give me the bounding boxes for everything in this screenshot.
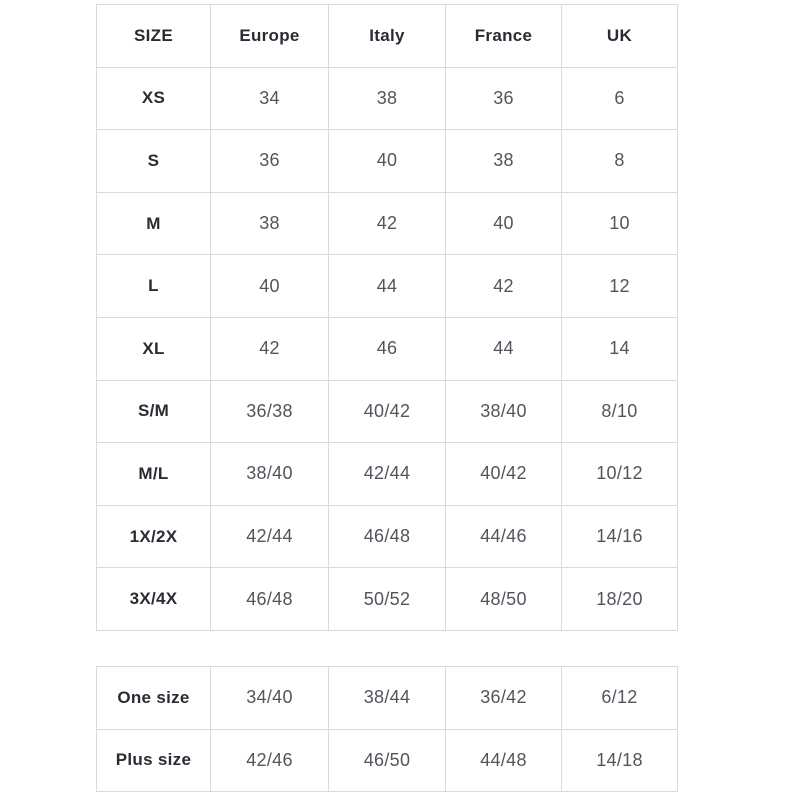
size-value-cell: 48/50	[446, 568, 562, 631]
size-value-cell: 50/52	[329, 568, 446, 631]
special-sizes-table	[96, 666, 678, 792]
size-value-cell: 42/46	[211, 729, 329, 792]
table-row	[97, 729, 678, 792]
size-value-cell: 40/42	[329, 380, 446, 443]
size-value-cell: 42/44	[329, 443, 446, 506]
size-value-cell: 10	[562, 192, 678, 255]
table-row	[97, 130, 678, 193]
row-label: Plus size	[97, 729, 211, 792]
size-value-cell: 14	[562, 317, 678, 380]
size-value-cell: 14/16	[562, 505, 678, 568]
row-label: S	[97, 130, 211, 193]
row-label: 3X/4X	[97, 568, 211, 631]
table-row	[97, 666, 678, 729]
table-row	[97, 505, 678, 568]
size-value-cell: 36/38	[211, 380, 329, 443]
column-header-france: France	[446, 5, 562, 68]
row-label: XS	[97, 67, 211, 130]
row-label: 1X/2X	[97, 505, 211, 568]
size-value-cell: 42/44	[211, 505, 329, 568]
header-row	[97, 5, 678, 68]
table-row	[97, 380, 678, 443]
size-value-cell: 36/42	[446, 666, 562, 729]
column-header-uk: UK	[562, 5, 678, 68]
size-value-cell: 44/46	[446, 505, 562, 568]
size-value-cell: 44	[329, 255, 446, 318]
size-value-cell: 44	[446, 317, 562, 380]
size-value-cell: 44/48	[446, 729, 562, 792]
size-value-cell: 38	[329, 67, 446, 130]
size-value-cell: 8	[562, 130, 678, 193]
size-value-cell: 38	[211, 192, 329, 255]
size-value-cell: 40/42	[446, 443, 562, 506]
size-value-cell: 34/40	[211, 666, 329, 729]
size-value-cell: 18/20	[562, 568, 678, 631]
size-value-cell: 38/40	[446, 380, 562, 443]
row-label: S/M	[97, 380, 211, 443]
table-row	[97, 443, 678, 506]
table-row	[97, 255, 678, 318]
column-header-size: SIZE	[97, 5, 211, 68]
size-value-cell: 46/48	[211, 568, 329, 631]
size-value-cell: 40	[446, 192, 562, 255]
size-value-cell: 40	[211, 255, 329, 318]
table-row	[97, 192, 678, 255]
size-value-cell: 10/12	[562, 443, 678, 506]
row-label: L	[97, 255, 211, 318]
size-value-cell: 14/18	[562, 729, 678, 792]
size-value-cell: 40	[329, 130, 446, 193]
column-header-europe: Europe	[211, 5, 329, 68]
row-label: M	[97, 192, 211, 255]
size-value-cell: 6	[562, 67, 678, 130]
size-conversion-table	[96, 4, 678, 631]
size-value-cell: 36	[446, 67, 562, 130]
size-value-cell: 12	[562, 255, 678, 318]
size-value-cell: 6/12	[562, 666, 678, 729]
row-label: M/L	[97, 443, 211, 506]
table-row	[97, 317, 678, 380]
size-value-cell: 42	[211, 317, 329, 380]
size-value-cell: 38/44	[329, 666, 446, 729]
row-label: XL	[97, 317, 211, 380]
size-value-cell: 38	[446, 130, 562, 193]
size-value-cell: 42	[329, 192, 446, 255]
column-header-italy: Italy	[329, 5, 446, 68]
size-value-cell: 34	[211, 67, 329, 130]
size-value-cell: 8/10	[562, 380, 678, 443]
table-row	[97, 568, 678, 631]
row-label: One size	[97, 666, 211, 729]
size-value-cell: 46/50	[329, 729, 446, 792]
size-value-cell: 38/40	[211, 443, 329, 506]
size-value-cell: 46/48	[329, 505, 446, 568]
size-value-cell: 36	[211, 130, 329, 193]
size-value-cell: 46	[329, 317, 446, 380]
table-row	[97, 67, 678, 130]
size-value-cell: 42	[446, 255, 562, 318]
